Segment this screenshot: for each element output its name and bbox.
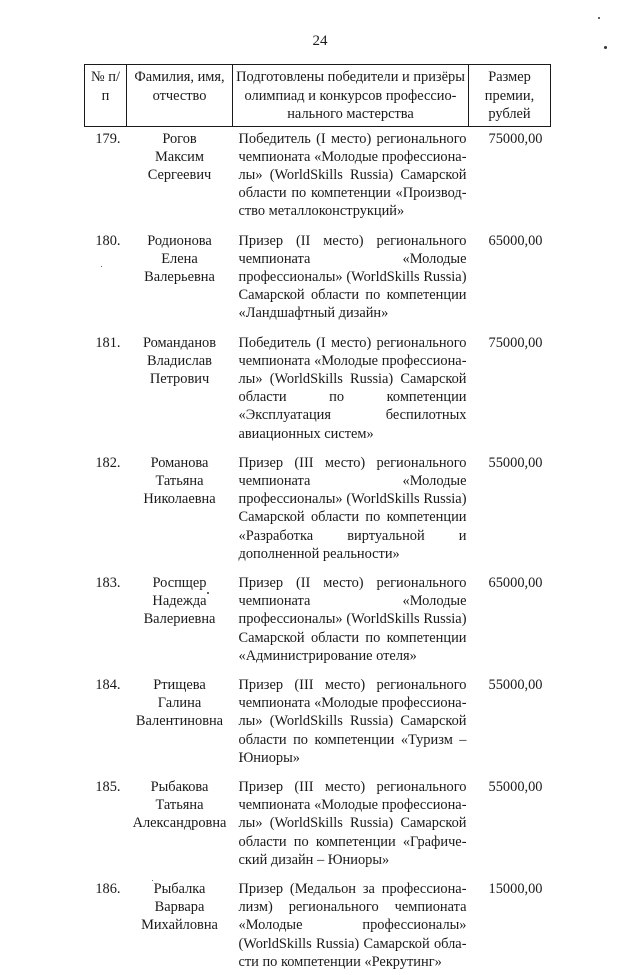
award-amount: 55000,00 — [488, 676, 543, 693]
row-number: 181. — [95, 334, 121, 351]
first-name: Максим — [154, 148, 204, 165]
table-row — [85, 225, 551, 327]
award-amount: 65000,00 — [488, 574, 543, 591]
recipient-name — [127, 126, 233, 225]
row-number: 184. — [95, 676, 121, 693]
row-number: 180. — [95, 232, 121, 249]
award-amount: 55000,00 — [488, 454, 543, 471]
first-name: Елена — [161, 250, 198, 267]
header-name: Фамилия, имя, отчество — [127, 65, 233, 127]
achievement-description: Призер (Медальон за профессионализм) регионального чемпионата «Молодые профессионалы» (WorldSkills Russia) Самарской области по компетенции «Рекрутинг» — [238, 881, 467, 970]
patronymic: Петрович — [149, 370, 210, 387]
patronymic: Валериевна — [143, 611, 216, 628]
surname: Рогов — [162, 130, 197, 147]
recipient-name — [127, 771, 233, 873]
recipient-name — [127, 567, 233, 669]
recipient-name — [127, 873, 233, 975]
achievement-description: Победитель (I место) регионального чемпионата «Молодые профессионалы» (WorldSkills Russia) Самарской области по компетенции «Производство металлоконструкций» — [238, 130, 467, 220]
first-name: Надежда — [152, 593, 207, 610]
row-number: 183. — [95, 574, 121, 591]
achievement-description: Призер (III место) регионального чемпионата «Молодые профессионалы» (WorldSkills Russia) Самарской области по компетенции «Разработка виртуальной и дополненной реальности» — [238, 454, 467, 562]
surname: Рыбалка — [153, 881, 206, 898]
table-row — [85, 873, 551, 975]
first-name: Татьяна — [155, 472, 204, 489]
achievement-description: Призер (II место) регионального чемпионата «Молодые профессионалы» (WorldSkills Russia) Самарской области по компетенции «Администрирование отеля» — [238, 574, 467, 664]
patronymic: Валентиновна — [135, 713, 224, 730]
patronymic: Александровна — [132, 815, 227, 832]
award-amount: 55000,00 — [488, 779, 543, 795]
patronymic: Николаевна — [143, 491, 216, 508]
table-row — [85, 126, 551, 225]
award-amount: 65000,00 — [488, 232, 543, 249]
row-number: 185. — [95, 779, 121, 795]
award-amount: 15000,00 — [488, 881, 543, 898]
recipient-name — [127, 225, 233, 327]
page-number: 24 — [312, 33, 328, 49]
achievement-description: Призер (III место) регионального чемпионата «Молодые профессионалы» (WorldSkills Russia) Самарской области по компетенции «Туризм – Юниоры» — [238, 676, 467, 766]
surname: Ртищева — [153, 676, 206, 693]
first-name: Варвара — [154, 899, 205, 916]
surname: Романданов — [142, 334, 217, 351]
scan-speck — [604, 46, 607, 49]
recipient-name — [127, 669, 233, 771]
table-row — [85, 327, 551, 447]
awards-table — [84, 64, 551, 975]
recipient-name — [127, 447, 233, 567]
table-row — [85, 567, 551, 669]
header-description: Подготовлены победители и призёры олимпиад и конкурсов профессионального мастерства — [233, 65, 469, 127]
table-body — [85, 126, 551, 975]
table-row — [85, 447, 551, 567]
surname: Родионова — [147, 232, 212, 249]
surname: Роспщер — [152, 574, 207, 591]
first-name: Владислав — [147, 352, 212, 369]
scan-speck — [598, 17, 600, 19]
surname: Рыбакова — [150, 779, 209, 795]
patronymic: Валерьевна — [144, 268, 215, 285]
patronymic: Михайловна — [141, 917, 218, 934]
table-row — [85, 669, 551, 771]
first-name: Татьяна — [155, 797, 204, 814]
row-number: 182. — [95, 454, 121, 471]
row-number: 179. — [95, 130, 121, 147]
header-num: № п/п — [85, 65, 127, 127]
first-name: Галина — [157, 695, 202, 712]
achievement-description: Победитель (I место) регионального чемпионата «Молодые профессионалы» (WorldSkills Russia) Самарской области по компетенции «Эксплуатация беспилотных авиационных систем» — [238, 334, 467, 442]
table-row — [85, 771, 551, 873]
achievement-description: Призер (III место) регионального чемпионата «Молодые профессионалы» (WorldSkills Russia) Самарской области по компетенции «Графический дизайн – Юниоры» — [238, 779, 467, 868]
award-amount: 75000,00 — [488, 334, 543, 351]
table-header — [85, 65, 551, 127]
award-amount: 75000,00 — [488, 130, 543, 147]
recipient-name — [127, 327, 233, 447]
patronymic: Сергеевич — [147, 166, 212, 183]
surname: Романова — [150, 454, 209, 471]
achievement-description: Призер (II место) регионального чемпионата «Молодые профессионалы» (WorldSkills Russia) Самарской области по компетенции «Ландшафтный дизайн» — [238, 232, 467, 322]
header-amount: Размер премии, рублей — [469, 65, 551, 127]
row-number: 186. — [95, 881, 121, 898]
